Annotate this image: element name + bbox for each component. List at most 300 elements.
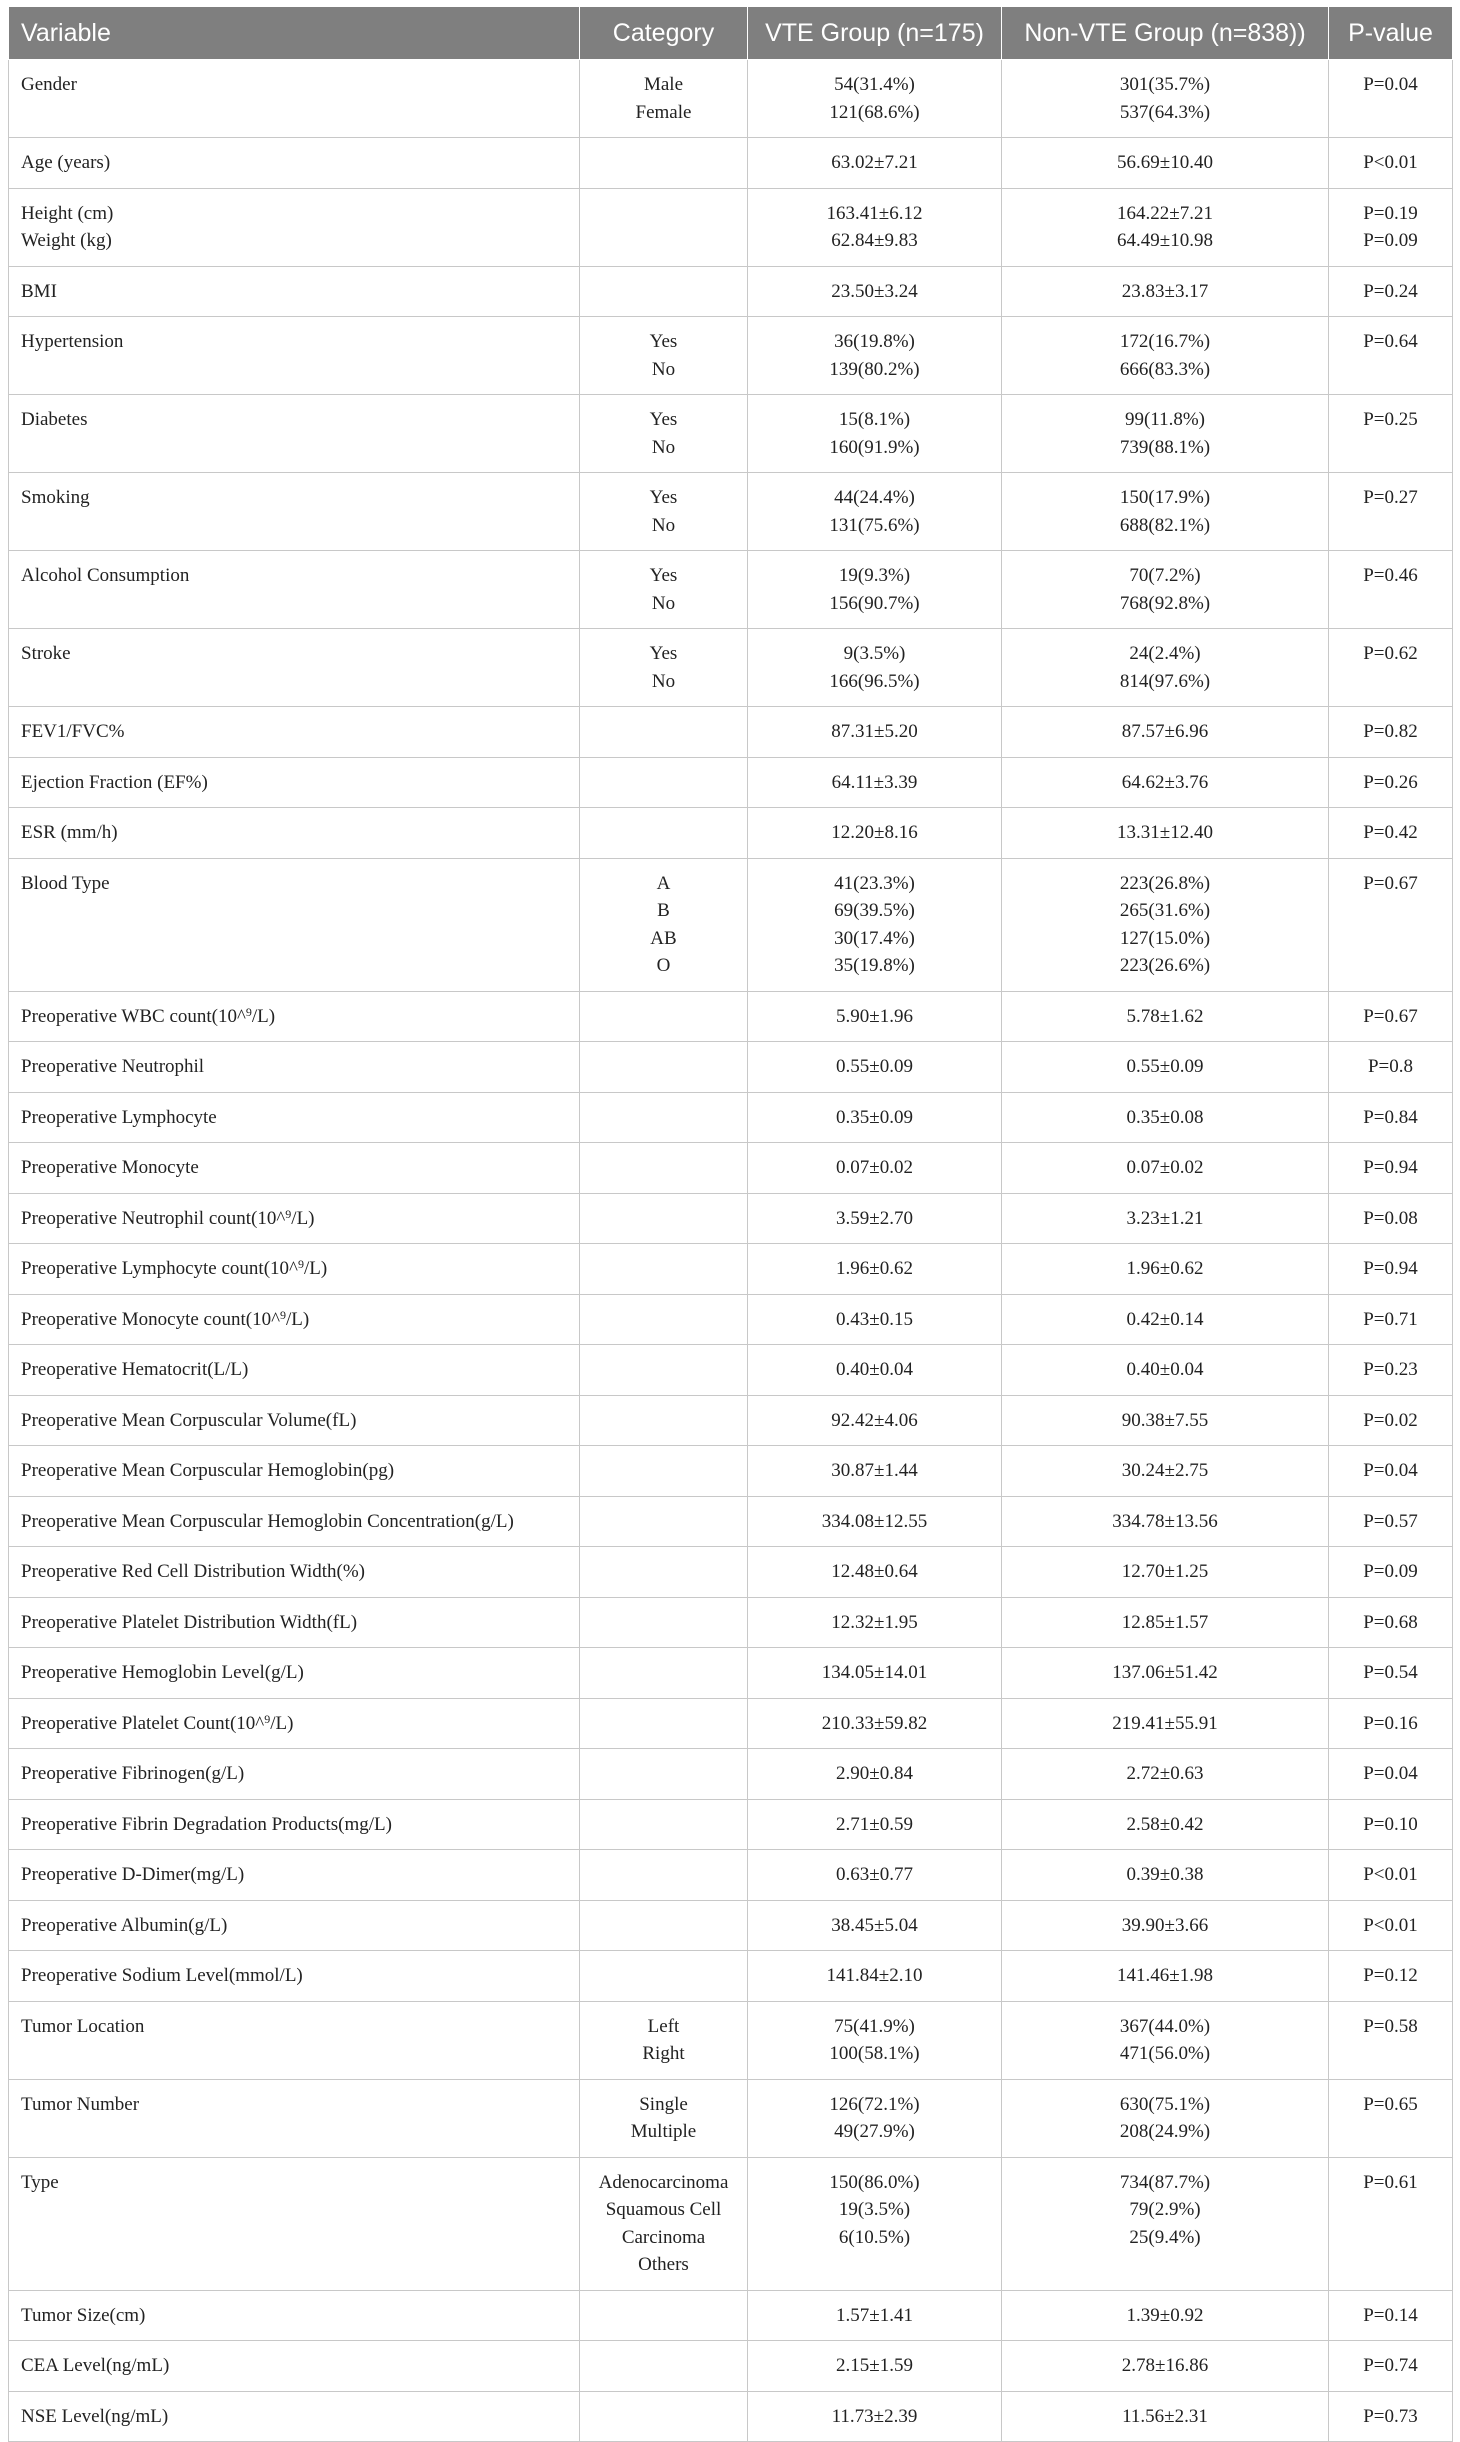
- header-vte-group: VTE Group (n=175): [748, 7, 1002, 60]
- cell-vte-line: 1.96±0.62: [836, 1258, 913, 1279]
- cell-p-value: [1329, 1799, 1453, 1850]
- table-row: [9, 1395, 1453, 1446]
- cell-vte: [748, 1547, 1002, 1598]
- cell-category: [580, 138, 748, 189]
- cell-p-value: [1329, 2341, 1453, 2392]
- cell-variable: [9, 1345, 580, 1396]
- cell-non-vte-line: 0.35±0.08: [1126, 1106, 1204, 1128]
- cell-non-vte: [1002, 1244, 1329, 1295]
- table-row: [9, 629, 1453, 707]
- cell-vte: [748, 1850, 1002, 1901]
- cell-non-vte-line: 768(92.8%): [1119, 592, 1211, 614]
- cell-vte: [748, 1799, 1002, 1850]
- cell-non-vte-line: 630(75.1%): [1119, 2093, 1211, 2115]
- cell-category-line: Right: [642, 2043, 685, 2064]
- header-p-value: P-value: [1329, 7, 1453, 60]
- cell-variable: [9, 1496, 580, 1547]
- table-row: [9, 1799, 1453, 1850]
- cell-variable-line: Preoperative Monocyte: [21, 1157, 199, 1178]
- cell-non-vte-line: 99(11.8%): [1124, 409, 1206, 430]
- cell-non-vte-line: 2.78±16.86: [1121, 2355, 1209, 2376]
- cell-p-value-line: P=0.74: [1363, 2355, 1418, 2376]
- characteristics-table: [8, 6, 1453, 2442]
- cell-vte: [748, 1900, 1002, 1951]
- cell-non-vte-line: 2.72±0.63: [1126, 1763, 1204, 1784]
- table-row: [9, 1698, 1453, 1749]
- cell-vte: [748, 1042, 1002, 1093]
- cell-vte: [748, 1446, 1002, 1497]
- cell-vte-line: 63.02±7.21: [831, 152, 918, 173]
- cell-category: [580, 266, 748, 317]
- cell-non-vte-line: 39.90±3.66: [1121, 1914, 1209, 1936]
- cell-p-value: [1329, 1900, 1453, 1951]
- cell-category: [580, 2290, 748, 2341]
- cell-p-value: [1329, 1395, 1453, 1446]
- cell-non-vte: [1002, 395, 1329, 473]
- cell-non-vte-line: 90.38±7.55: [1121, 1409, 1209, 1431]
- cell-category-line: Squamous Cell: [605, 2199, 722, 2220]
- cell-variable: [9, 1951, 580, 2002]
- table-row: [9, 1092, 1453, 1143]
- cell-variable-line: FEV1/FVC%: [21, 721, 125, 742]
- cell-variable: [9, 2157, 580, 2290]
- cell-vte-line: 166(96.5%): [829, 670, 920, 692]
- cell-vte: [748, 1395, 1002, 1446]
- cell-variable: [9, 473, 580, 551]
- cell-vte-line: 69(39.5%): [834, 900, 915, 921]
- cell-category-line: Yes: [649, 643, 678, 664]
- cell-category: [580, 1951, 748, 2002]
- table-row: [9, 317, 1453, 395]
- cell-non-vte-line: 12.70±1.25: [1121, 1561, 1209, 1582]
- cell-variable-line: Smoking: [21, 487, 90, 508]
- cell-p-value-line: P<0.01: [1363, 152, 1418, 173]
- cell-p-value: [1329, 2290, 1453, 2341]
- header-non-vte-group: Non-VTE Group (n=838)): [1002, 7, 1329, 60]
- table-header-row: [9, 7, 1453, 60]
- cell-non-vte-line: 70(7.2%): [1129, 565, 1201, 586]
- table-row: [9, 2079, 1453, 2157]
- cell-non-vte-line: 79(2.9%): [1129, 2199, 1201, 2220]
- cell-variable-line: Weight (kg): [21, 230, 112, 251]
- cell-non-vte: [1002, 2079, 1329, 2157]
- cell-category: [580, 1850, 748, 1901]
- cell-non-vte-line: 127(15.0%): [1119, 927, 1211, 949]
- cell-p-value-line: P=0.10: [1363, 1813, 1418, 1835]
- cell-non-vte-line: 64.49±10.98: [1117, 230, 1213, 251]
- cell-p-value: [1329, 2391, 1453, 2442]
- cell-category: [580, 1244, 748, 1295]
- cell-p-value-line: P=0.42: [1363, 822, 1418, 843]
- cell-variable: [9, 1143, 580, 1194]
- cell-category: [580, 1496, 748, 1547]
- cell-vte-line: 35(19.8%): [834, 955, 915, 976]
- cell-p-value: [1329, 991, 1453, 1042]
- table-row: [9, 2341, 1453, 2392]
- cell-variable: [9, 1648, 580, 1699]
- cell-vte-line: 210.33±59.82: [821, 1712, 928, 1734]
- cell-non-vte: [1002, 1294, 1329, 1345]
- cell-p-value-line: P=0.08: [1363, 1207, 1418, 1229]
- cell-non-vte: [1002, 1900, 1329, 1951]
- cell-non-vte-line: 24(2.4%): [1129, 643, 1201, 664]
- cell-vte-line: 12.48±0.64: [831, 1561, 918, 1582]
- table-row: [9, 1143, 1453, 1194]
- cell-vte: [748, 138, 1002, 189]
- cell-p-value: [1329, 473, 1453, 551]
- cell-p-value-line: P=0.04: [1363, 74, 1418, 95]
- cell-p-value-line: P=0.14: [1363, 2304, 1418, 2326]
- cell-non-vte: [1002, 473, 1329, 551]
- cell-p-value: [1329, 1648, 1453, 1699]
- cell-category: [580, 1143, 748, 1194]
- cell-non-vte-line: 334.78±13.56: [1112, 1510, 1218, 1532]
- cell-variable: [9, 1900, 580, 1951]
- cell-p-value-line: P=0.61: [1363, 2171, 1418, 2193]
- cell-variable-line: Diabetes: [21, 409, 88, 430]
- cell-p-value: [1329, 1547, 1453, 1598]
- cell-vte: [748, 1244, 1002, 1295]
- cell-variable: [9, 1042, 580, 1093]
- cell-p-value-line: P=0.27: [1363, 487, 1418, 508]
- cell-non-vte-line: 172(16.7%): [1119, 331, 1211, 352]
- header-variable: Variable: [9, 7, 580, 60]
- cell-category: [580, 1193, 748, 1244]
- cell-p-value-line: P=0.58: [1363, 2015, 1418, 2037]
- cell-p-value-line: P<0.01: [1363, 1864, 1418, 1885]
- table-row: [9, 757, 1453, 808]
- table-row: [9, 2391, 1453, 2442]
- cell-vte-line: 0.43±0.15: [836, 1308, 913, 1330]
- table-row: [9, 266, 1453, 317]
- cell-p-value-line: P=0.57: [1363, 1510, 1418, 1532]
- cell-category: [580, 473, 748, 551]
- cell-variable: [9, 60, 580, 138]
- cell-vte-line: 30(17.4%): [834, 927, 915, 949]
- cell-p-value: [1329, 1698, 1453, 1749]
- cell-vte-line: 3.59±2.70: [836, 1207, 913, 1229]
- cell-category: [580, 757, 748, 808]
- cell-category: [580, 60, 748, 138]
- cell-category-line: Carcinoma: [621, 2226, 706, 2248]
- cell-non-vte: [1002, 1446, 1329, 1497]
- cell-variable: [9, 551, 580, 629]
- cell-category: [580, 1395, 748, 1446]
- cell-vte-line: 0.63±0.77: [836, 1864, 913, 1885]
- cell-vte: [748, 1597, 1002, 1648]
- cell-category-line: Yes: [649, 565, 678, 586]
- cell-variable-line: Preoperative Sodium Level(mmol/L): [21, 1965, 303, 1986]
- cell-vte-line: 15(8.1%): [838, 409, 911, 430]
- cell-non-vte: [1002, 808, 1329, 859]
- table-row: [9, 1749, 1453, 1800]
- cell-variable: [9, 808, 580, 859]
- table-row: [9, 1951, 1453, 2002]
- cell-category: [580, 2079, 748, 2157]
- cell-variable-line: Hypertension: [21, 331, 124, 352]
- cell-variable: [9, 1193, 580, 1244]
- cell-p-value: [1329, 1496, 1453, 1547]
- cell-variable: [9, 2001, 580, 2079]
- cell-variable: [9, 1395, 580, 1446]
- cell-vte: [748, 1698, 1002, 1749]
- cell-p-value-line: P=0.71: [1363, 1308, 1418, 1330]
- cell-category: [580, 317, 748, 395]
- cell-non-vte-line: 301(35.7%): [1119, 74, 1211, 95]
- table-row: [9, 188, 1453, 266]
- cell-category-line: Adenocarcinoma: [598, 2171, 729, 2193]
- cell-p-value-line: P=0.24: [1363, 280, 1418, 302]
- cell-non-vte-line: 537(64.3%): [1119, 101, 1211, 123]
- cell-vte-line: 38.45±5.04: [831, 1914, 918, 1936]
- cell-p-value: [1329, 266, 1453, 317]
- cell-variable-line: ESR (mm/h): [21, 822, 118, 843]
- cell-category: [580, 808, 748, 859]
- cell-category: [580, 395, 748, 473]
- table-row: [9, 473, 1453, 551]
- cell-vte: [748, 2341, 1002, 2392]
- cell-p-value-line: P=0.73: [1363, 2405, 1418, 2427]
- cell-category: [580, 1799, 748, 1850]
- table-row: [9, 1193, 1453, 1244]
- cell-non-vte-line: 219.41±55.91: [1112, 1712, 1218, 1734]
- cell-category: [580, 1294, 748, 1345]
- cell-p-value-line: P=0.19: [1363, 202, 1418, 224]
- cell-vte-line: 11.73±2.39: [831, 2405, 918, 2427]
- cell-vte: [748, 1294, 1002, 1345]
- cell-category: [580, 707, 748, 758]
- cell-p-value-line: P=0.25: [1363, 409, 1418, 430]
- cell-variable-line: Preoperative Fibrin Degradation Products(mg/L): [21, 1813, 392, 1835]
- cell-vte-line: 0.40±0.04: [836, 1359, 913, 1380]
- cell-p-value: [1329, 2001, 1453, 2079]
- table-row: [9, 1496, 1453, 1547]
- cell-variable: [9, 2391, 580, 2442]
- cell-vte: [748, 317, 1002, 395]
- cell-p-value: [1329, 1092, 1453, 1143]
- cell-non-vte: [1002, 1092, 1329, 1143]
- cell-non-vte: [1002, 991, 1329, 1042]
- cell-vte: [748, 858, 1002, 991]
- cell-vte-line: 6(10.5%): [838, 2226, 911, 2248]
- cell-variable: [9, 1597, 580, 1648]
- cell-p-value: [1329, 188, 1453, 266]
- cell-vte: [748, 1345, 1002, 1396]
- cell-variable-line: Height (cm): [21, 202, 114, 224]
- cell-variable-line: Preoperative Platelet Distribution Width(fL): [21, 1611, 358, 1633]
- cell-non-vte: [1002, 266, 1329, 317]
- cell-vte: [748, 757, 1002, 808]
- cell-vte: [748, 991, 1002, 1042]
- table-body: [9, 60, 1453, 2442]
- table-row: [9, 808, 1453, 859]
- cell-vte: [748, 2157, 1002, 2290]
- cell-p-value-line: P=0.82: [1363, 721, 1418, 742]
- cell-category: [580, 2157, 748, 2290]
- cell-p-value-line: P=0.67: [1363, 1005, 1418, 1027]
- cell-non-vte-line: 223(26.6%): [1119, 955, 1211, 976]
- cell-non-vte-line: 150(17.9%): [1119, 487, 1211, 508]
- cell-vte-line: 0.35±0.09: [836, 1106, 913, 1128]
- cell-category-line: A: [656, 872, 671, 894]
- cell-vte: [748, 1496, 1002, 1547]
- cell-non-vte-line: 223(26.8%): [1119, 872, 1211, 894]
- cell-category-line: No: [651, 358, 676, 380]
- cell-non-vte-line: 0.39±0.38: [1126, 1864, 1204, 1885]
- cell-p-value: [1329, 1193, 1453, 1244]
- cell-non-vte-line: 3.23±1.21: [1126, 1207, 1204, 1229]
- cell-category-line: Left: [647, 2015, 680, 2037]
- cell-p-value: [1329, 629, 1453, 707]
- cell-vte-line: 134.05±14.01: [821, 1662, 928, 1683]
- cell-p-value-line: P=0.46: [1363, 565, 1418, 586]
- cell-variable: [9, 2079, 580, 2157]
- cell-vte-line: 41(23.3%): [834, 872, 915, 894]
- cell-category-line: No: [651, 514, 676, 536]
- cell-p-value: [1329, 1850, 1453, 1901]
- cell-vte-line: 100(58.1%): [829, 2043, 920, 2064]
- cell-vte-line: 19(9.3%): [838, 565, 911, 586]
- cell-vte: [748, 551, 1002, 629]
- cell-variable-line: Preoperative Mean Corpuscular Volume(fL): [21, 1409, 357, 1431]
- cell-category: [580, 188, 748, 266]
- cell-p-value: [1329, 1345, 1453, 1396]
- cell-vte-line: 9(3.5%): [843, 643, 906, 664]
- table-row: [9, 60, 1453, 138]
- cell-non-vte-line: 666(83.3%): [1119, 358, 1211, 380]
- cell-non-vte-line: 137.06±51.42: [1112, 1662, 1218, 1683]
- cell-vte: [748, 808, 1002, 859]
- cell-p-value-line: P=0.02: [1363, 1409, 1418, 1431]
- cell-variable-line: Preoperative Lymphocyte count(10^$^9$/L): [21, 1257, 328, 1279]
- cell-vte-line: 54(31.4%): [834, 74, 915, 95]
- cell-non-vte-line: 30.24±2.75: [1121, 1460, 1209, 1481]
- cell-category: [580, 1345, 748, 1396]
- cell-p-value-line: P=0.84: [1363, 1106, 1418, 1128]
- cell-non-vte-line: 11.56±2.31: [1122, 2405, 1208, 2427]
- table-row: [9, 138, 1453, 189]
- cell-p-value: [1329, 395, 1453, 473]
- cell-non-vte: [1002, 1951, 1329, 2002]
- cell-category: [580, 1547, 748, 1598]
- cell-p-value-line: P=0.64: [1363, 331, 1418, 352]
- cell-p-value: [1329, 2079, 1453, 2157]
- cell-category: [580, 1698, 748, 1749]
- cell-variable-line: Preoperative Neutrophil: [21, 1056, 205, 1077]
- cell-non-vte-line: 56.69±10.40: [1117, 152, 1213, 173]
- cell-non-vte-line: 814(97.6%): [1119, 670, 1211, 692]
- cell-non-vte: [1002, 551, 1329, 629]
- header-category: Category: [580, 7, 748, 60]
- cell-category: [580, 1648, 748, 1699]
- cell-variable: [9, 1446, 580, 1497]
- cell-variable: [9, 757, 580, 808]
- cell-category-line: B: [657, 900, 670, 921]
- cell-variable-line: Gender: [21, 74, 77, 95]
- cell-vte-line: 12.20±8.16: [831, 822, 918, 843]
- cell-variable-line: Preoperative Red Cell Distribution Width(%): [21, 1561, 365, 1582]
- cell-category: [580, 1446, 748, 1497]
- table-row: [9, 1244, 1453, 1295]
- cell-category-line: Yes: [649, 409, 678, 430]
- cell-non-vte: [1002, 1395, 1329, 1446]
- cell-vte: [748, 2001, 1002, 2079]
- cell-p-value: [1329, 808, 1453, 859]
- cell-category-line: Yes: [649, 331, 678, 352]
- cell-non-vte-line: 0.42±0.14: [1126, 1308, 1204, 1330]
- cell-non-vte: [1002, 1143, 1329, 1194]
- cell-p-value: [1329, 757, 1453, 808]
- cell-category: [580, 1597, 748, 1648]
- cell-category: [580, 551, 748, 629]
- cell-non-vte: [1002, 2001, 1329, 2079]
- cell-p-value: [1329, 1446, 1453, 1497]
- cell-variable-line: Preoperative D-Dimer(mg/L): [21, 1864, 245, 1885]
- cell-vte-line: 160(91.9%): [829, 436, 920, 458]
- cell-variable-line: NSE Level(ng/mL): [21, 2405, 169, 2427]
- cell-category: [580, 1092, 748, 1143]
- cell-p-value-line: P=0.94: [1363, 1157, 1418, 1178]
- cell-variable-line: Preoperative Neutrophil count(10^$^9$/L): [21, 1206, 315, 1229]
- cell-non-vte-line: 25(9.4%): [1129, 2226, 1201, 2248]
- cell-variable: [9, 395, 580, 473]
- cell-vte-line: 139(80.2%): [829, 358, 920, 380]
- cell-p-value-line: P=0.04: [1363, 1763, 1418, 1784]
- cell-non-vte-line: 87.57±6.96: [1121, 721, 1209, 742]
- cell-non-vte-line: 5.78±1.62: [1126, 1005, 1204, 1027]
- cell-variable-line: Blood Type: [21, 872, 110, 894]
- cell-category-line: No: [651, 670, 676, 692]
- cell-non-vte-line: 0.40±0.04: [1126, 1359, 1204, 1380]
- cell-variable-line: Preoperative Hemoglobin Level(g/L): [21, 1662, 304, 1683]
- cell-non-vte: [1002, 2290, 1329, 2341]
- cell-non-vte: [1002, 2157, 1329, 2290]
- cell-vte-line: 75(41.9%): [834, 2015, 915, 2037]
- cell-category: [580, 2391, 748, 2442]
- cell-non-vte-line: 0.55±0.09: [1126, 1056, 1204, 1077]
- cell-non-vte: [1002, 1648, 1329, 1699]
- cell-category-line: Multiple: [630, 2121, 697, 2142]
- cell-variable-line: CEA Level(ng/mL): [21, 2355, 170, 2376]
- cell-vte: [748, 395, 1002, 473]
- cell-p-value-line: P=0.26: [1363, 771, 1418, 793]
- cell-non-vte-line: 141.46±1.98: [1117, 1965, 1213, 1986]
- cell-non-vte-line: 0.07±0.02: [1126, 1157, 1204, 1178]
- table-row: [9, 1446, 1453, 1497]
- table-row: [9, 395, 1453, 473]
- cell-vte-line: 121(68.6%): [829, 101, 920, 123]
- cell-p-value: [1329, 1294, 1453, 1345]
- table-row: [9, 1850, 1453, 1901]
- cell-p-value-line: P<0.01: [1363, 1914, 1418, 1936]
- cell-non-vte: [1002, 2341, 1329, 2392]
- cell-vte-line: 49(27.9%): [834, 2121, 915, 2142]
- cell-vte: [748, 266, 1002, 317]
- cell-variable: [9, 1547, 580, 1598]
- cell-p-value-line: P=0.94: [1363, 1258, 1418, 1279]
- cell-p-value-line: P=0.23: [1363, 1359, 1418, 1380]
- cell-non-vte-line: 164.22±7.21: [1117, 202, 1213, 224]
- cell-variable-line: Tumor Number: [21, 2093, 140, 2115]
- cell-variable: [9, 707, 580, 758]
- cell-non-vte: [1002, 60, 1329, 138]
- cell-vte-line: 150(86.0%): [829, 2171, 920, 2193]
- cell-p-value-line: P=0.04: [1363, 1460, 1418, 1481]
- cell-p-value: [1329, 138, 1453, 189]
- cell-variable-line: Tumor Size(cm): [21, 2304, 146, 2326]
- cell-p-value: [1329, 1042, 1453, 1093]
- cell-variable: [9, 1698, 580, 1749]
